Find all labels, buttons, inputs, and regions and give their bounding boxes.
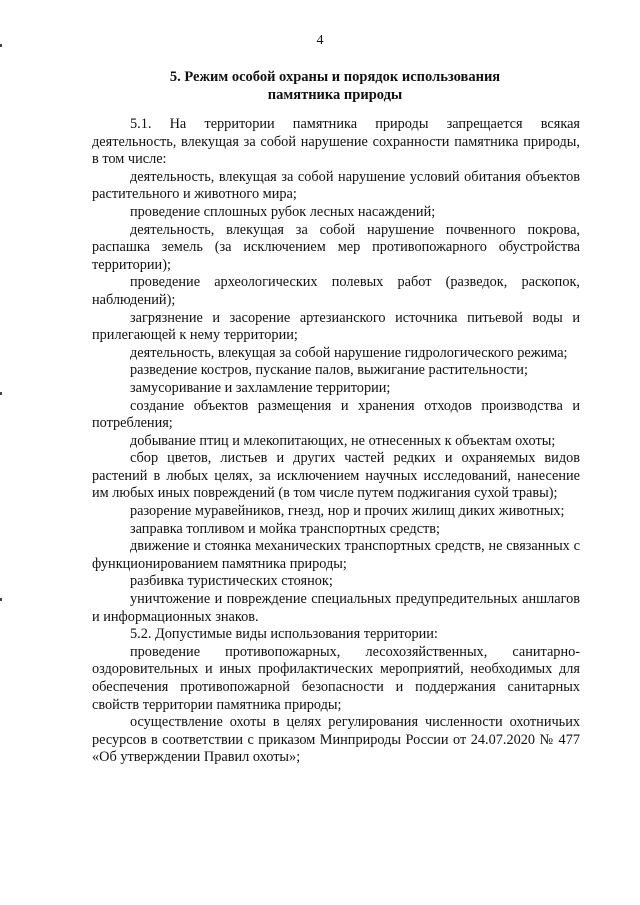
section-title-line: памятника природы bbox=[267, 87, 403, 103]
paragraph: деятельность, влекущая за собой нарушение условий обитания объектов растительного и животного мира; bbox=[92, 168, 580, 203]
paragraph: загрязнение и засорение артезианского источника питьевой воды и прилегающей к нему территории; bbox=[92, 309, 580, 344]
paragraph: 5.1. На территории памятника природы запрещается всякая деятельность, влекущая за собой нарушение сохранности памятника природы, в том числе: bbox=[92, 116, 580, 168]
scan-edge-mark bbox=[0, 598, 2, 601]
paragraph: проведение противопожарных, лесохозяйственных, санитарно-оздоровительных и иных профилактических мероприятий, необходимых для обеспечения противопожарной безопасности и поддержания санитарных свойств территории памятника природы; bbox=[92, 643, 580, 713]
paragraph: осуществление охоты в целях регулирования численности охотничьих ресурсов в соответствии с приказом Минприроды России от 24.07.2020 № 477 «Об утверждении Правил охоты»; bbox=[92, 714, 580, 766]
body-text bbox=[92, 116, 580, 767]
paragraph: разбивка туристических стоянок; bbox=[130, 573, 333, 590]
paragraph: проведение сплошных рубок лесных насаждений; bbox=[130, 203, 436, 220]
paragraph: проведение археологических полевых работ (разведок, раскопок, наблюдений); bbox=[92, 274, 580, 308]
paragraph: деятельность, влекущая за собой нарушение почвенного покрова, распашка земель (за исключением мер противопожарного обустройства территории); bbox=[92, 221, 580, 273]
paragraph: сбор цветов, листьев и других частей редких и охраняемых видов растений в любых целях, за исключением научных исследований, нанесение им любых иных повреждений (в том числе путем поджигания сухой травы); bbox=[92, 450, 580, 502]
paragraph: 5.2. Допустимые виды использования территории: bbox=[130, 626, 438, 643]
section-title-line: 5. Режим особой охраны и порядок использования bbox=[169, 69, 501, 85]
page-number: 4 bbox=[316, 33, 324, 48]
scan-edge-mark bbox=[0, 392, 2, 395]
paragraph: заправка топливом и мойка транспортных средств; bbox=[130, 520, 441, 537]
paragraph: движение и стоянка механических транспортных средств, не связанных с функционированием памятника природы; bbox=[92, 538, 580, 572]
paragraph: добывание птиц и млекопитающих, не отнесенных к объектам охоты; bbox=[130, 432, 556, 449]
paragraph: разорение муравейников, гнезд, нор и прочих жилищ диких животных; bbox=[130, 503, 565, 520]
paragraph: создание объектов размещения и хранения отходов производства и потребления; bbox=[92, 397, 580, 432]
paragraph: разведение костров, пускание палов, выжигание растительности; bbox=[130, 362, 528, 379]
paragraph: уничтожение и повреждение специальных предупредительных аншлагов и информационных знаков. bbox=[92, 591, 580, 625]
paragraph: деятельность, влекущая за собой нарушение гидрологического режима; bbox=[130, 344, 568, 361]
paragraph: замусоривание и захламление территории; bbox=[130, 379, 391, 396]
section-title bbox=[130, 68, 540, 104]
